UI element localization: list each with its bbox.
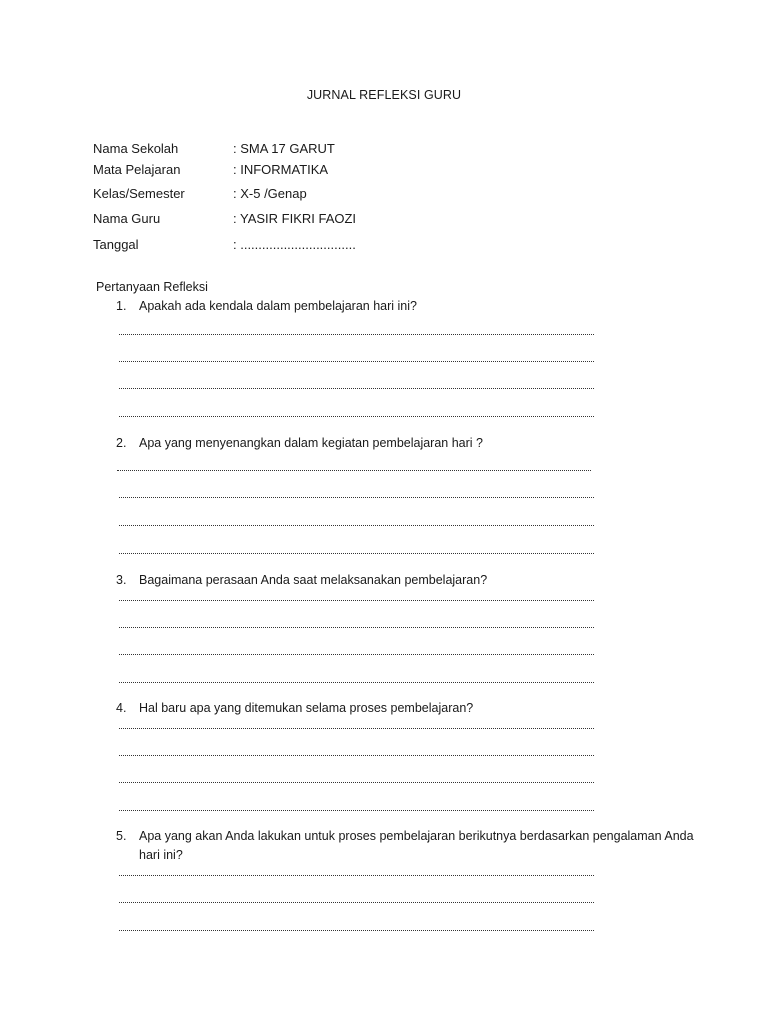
answer-line xyxy=(119,930,594,931)
info-label: Nama Guru xyxy=(93,211,161,226)
answer-line xyxy=(119,334,594,335)
answer-line xyxy=(119,782,594,783)
question-1 xyxy=(116,297,699,316)
question-text: Apakah ada kendala dalam pembelajaran hari ini? xyxy=(139,299,417,313)
question-number: 5. xyxy=(116,829,127,843)
question-number: 2. xyxy=(116,436,127,450)
question-number: 3. xyxy=(116,573,127,587)
answer-line xyxy=(119,902,594,903)
answer-line xyxy=(119,497,594,498)
info-label: Kelas/Semester xyxy=(93,186,185,201)
info-value: : SMA 17 GARUT xyxy=(233,141,335,156)
question-number: 4. xyxy=(116,701,127,715)
answer-line xyxy=(119,755,594,756)
answer-line xyxy=(119,416,594,417)
info-row-school xyxy=(93,141,335,156)
answer-line xyxy=(119,627,594,628)
info-label: Mata Pelajaran xyxy=(93,162,181,177)
info-row-teacher xyxy=(93,211,356,226)
question-5 xyxy=(116,827,699,865)
question-2 xyxy=(116,434,699,453)
answer-line xyxy=(119,525,594,526)
info-value: : YASIR FIKRI FAOZI xyxy=(233,211,357,226)
answer-line xyxy=(119,361,594,362)
answer-line xyxy=(119,728,594,729)
info-value: : INFORMATIKA xyxy=(233,162,329,177)
question-text: Bagaimana perasaan Anda saat melaksanakan pembelajaran? xyxy=(139,573,488,587)
answer-line xyxy=(119,553,594,554)
question-text: Apa yang menyenangkan dalam kegiatan pembelajaran hari ? xyxy=(139,436,483,450)
question-3 xyxy=(116,571,699,590)
info-value: : ................................ xyxy=(233,237,356,252)
answer-line xyxy=(117,470,591,471)
question-number: 1. xyxy=(116,299,127,313)
section-heading: Pertanyaan Refleksi xyxy=(96,280,208,294)
answer-line xyxy=(119,810,594,811)
answer-line xyxy=(119,654,594,655)
document-title: JURNAL REFLEKSI GURU xyxy=(306,88,462,102)
answer-line xyxy=(119,682,594,683)
answer-line xyxy=(119,600,594,601)
info-row-class xyxy=(93,186,307,201)
answer-line xyxy=(119,388,594,389)
info-value: : X-5 /Genap xyxy=(233,186,307,201)
info-row-subject xyxy=(93,162,328,177)
question-text: Hal baru apa yang ditemukan selama proses pembelajaran? xyxy=(139,701,474,715)
question-4 xyxy=(116,699,699,718)
answer-line xyxy=(119,875,594,876)
info-row-date xyxy=(93,237,356,252)
info-label: Tanggal xyxy=(93,237,139,252)
question-text: Apa yang akan Anda lakukan untuk proses pembelajaran berikutnya berdasarkan pengalaman Anda hari ini? xyxy=(139,829,694,862)
info-label: Nama Sekolah xyxy=(93,141,179,156)
